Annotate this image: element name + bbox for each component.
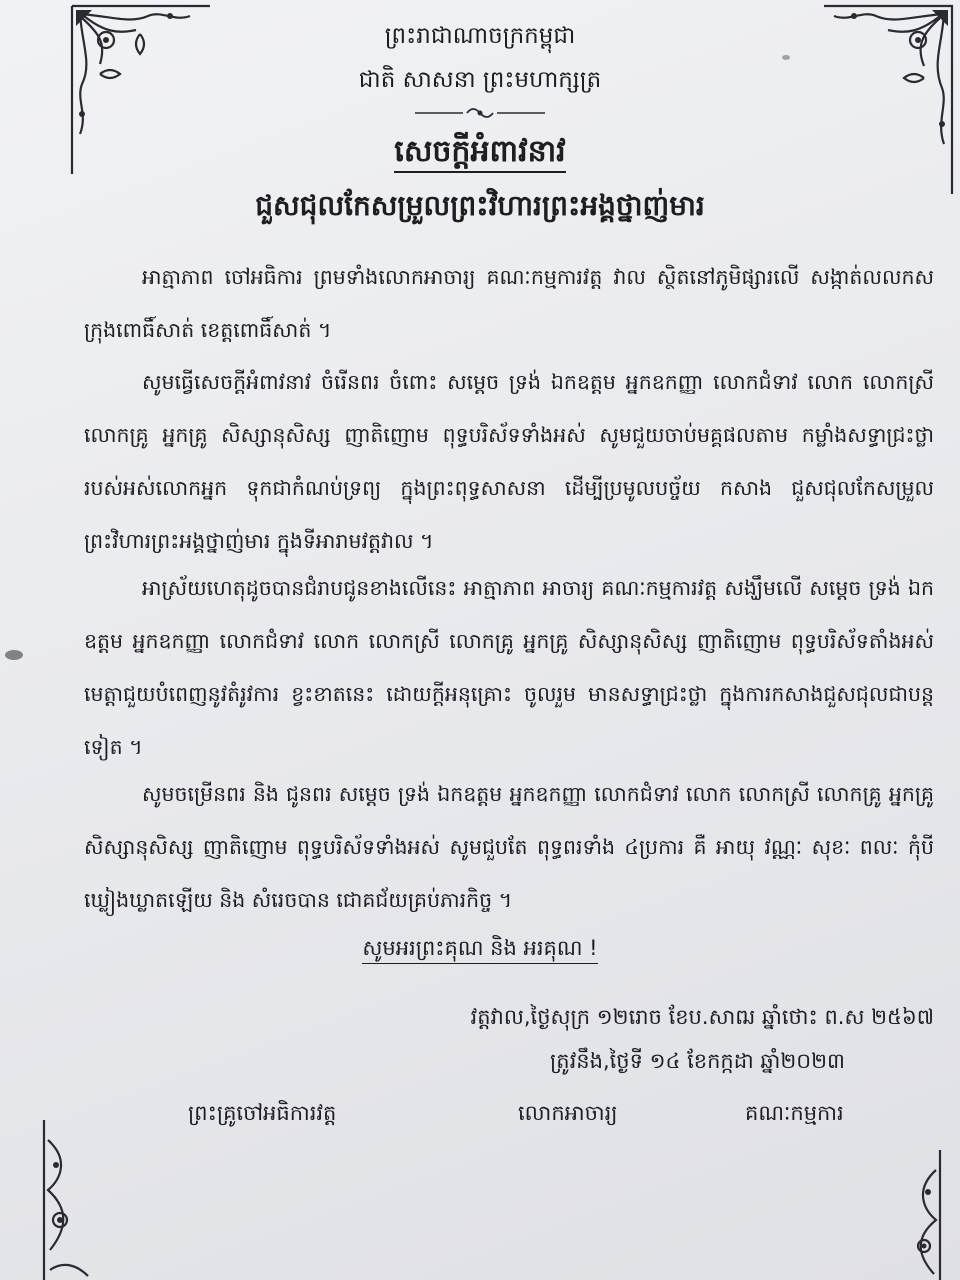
paragraph-appeal-text: សូមធ្វើសេចក្តីអំពាវនាវ ចំរើនពរ ចំពោះ សម្តេច ទ្រង់ ឯកឧត្តម អ្នកឧកញ្ញា លោកជំទាវ លោក លោកស្រី លោកគ្រូ អ្នកគ្រូ សិស្សានុសិស្ស ញាតិញោម ពុទ្ធបរិស័ទទាំងអស់ សូមជួយចាប់មគ្គផលតាម កម្លាំងសទ្ធាជ្រះថ្លា របស់អស់លោកអ្នក ទុកជាកំណប់ទ្រព្យ ក្នុងព្រះពុទ្ធសាសនា ដើម្បីប្រមូលបច្ច័យ កសាង ជួសជុលកែសម្រួលព្រះវិហារព្រះអង្គថ្នាញ់មារ ក្នុងទីអារាមវត្តវាល ។ xyxy=(84,370,934,553)
national-motto: ជាតិ សាសនា ព្រះមហាក្សត្រ xyxy=(358,67,602,93)
paragraph-appeal xyxy=(84,356,934,568)
ink-speck xyxy=(782,55,790,60)
paragraph-intro-text: អាត្មាភាព ចៅអធិការ ព្រមទាំងលោកអាចារ្យ គណៈកម្មការវត្ត វាល ស្ថិតនៅភូមិផ្សារលើ សង្កាត់លលកស ក្រុងពោធិ៍សាត់ ខេត្តពោធិ៍សាត់ ។ xyxy=(84,265,934,342)
signatory-committee: គណៈកម្មការ xyxy=(745,1101,844,1125)
ink-smudge xyxy=(5,650,23,660)
corner-ornament-bottom-left xyxy=(30,1120,90,1280)
document-subtitle: ជួសជុលកែសម្រួលព្រះវិហារព្រះអង្គថ្នាញ់មារ xyxy=(255,189,705,222)
divider-ornament xyxy=(415,104,545,122)
kingdom-heading: ព្រះរាជាណាចក្រកម្ពុជា xyxy=(384,23,576,49)
signatory-achar: លោកអាចារ្យ xyxy=(518,1101,618,1125)
thanks-line xyxy=(0,935,960,966)
paragraph-blessing-text: សូមចម្រើនពរ និង ជូនពរ សម្តេច ទ្រង់ ឯកឧត្តម អ្នកឧកញ្ញា លោកជំទាវ លោក លោកស្រី លោកគ្រូ អ្នកគ្រូ សិស្សានុសិស្ស ញាតិញោម ពុទ្ធបរិស័ទទាំងអស់ សូមជួបតែ ពុទ្ធពរទាំង ៤ប្រការ គឺ អាយុ វណ្ណៈ សុខៈ ពលៈ កុំបីឃ្លៀងឃ្លាតឡើយ និង សំរេចបាន ជោគជ័យគ្រប់ភារកិច្ច ។ xyxy=(84,782,934,912)
document-title-text: សេចក្តីអំពាវនាវ xyxy=(394,134,565,173)
corner-ornament-bottom-right xyxy=(900,1150,950,1280)
date-lunar: វត្តវាល,ថ្ងៃសុក្រ ១២រោច ខែប.សាឍ ឆ្នាំថោះ ព.ស ២៥៦៧ xyxy=(470,1005,934,1029)
paragraph-request-text: អាស្រ័យហេតុដូចបានជំរាបជូនខាងលើនេះ អាត្មាភាព អាចារ្យ គណៈកម្មការវត្ត សង្ឃឹមលើ សម្តេច ទ្រង់ ឯកឧត្តម អ្នកឧកញ្ញា លោកជំទាវ លោក លោកស្រី លោកគ្រូ អ្នកគ្រូ សិស្សានុសិស្ស ញាតិញោម ពុទ្ធបរិស័ទតាំងអស់ មេត្តាជួយបំពេញនូវតំរូវការ ខ្វះខាតនេះ ដោយក្តីអនុគ្រោះ ចូលរួម មានសទ្ធាជ្រះថ្លា ក្នុងការកសាងជួសជុលជាបន្តទៀត ។ xyxy=(84,576,934,759)
signatory-abbot: ព្រះគ្រូចៅអធិការវត្ត xyxy=(188,1101,337,1125)
paragraph-blessing xyxy=(84,768,934,927)
paragraph-request xyxy=(84,562,934,774)
date-solar: ត្រូវនឹង,ថ្ងៃទី ១៤ ខែកក្កដា ឆ្នាំ២០២៣ xyxy=(550,1049,845,1073)
thanks-text: សូមអរព្រះគុណ និង អរគុណ ! xyxy=(362,936,597,964)
document-title xyxy=(0,132,960,176)
paragraph-intro xyxy=(84,251,934,357)
